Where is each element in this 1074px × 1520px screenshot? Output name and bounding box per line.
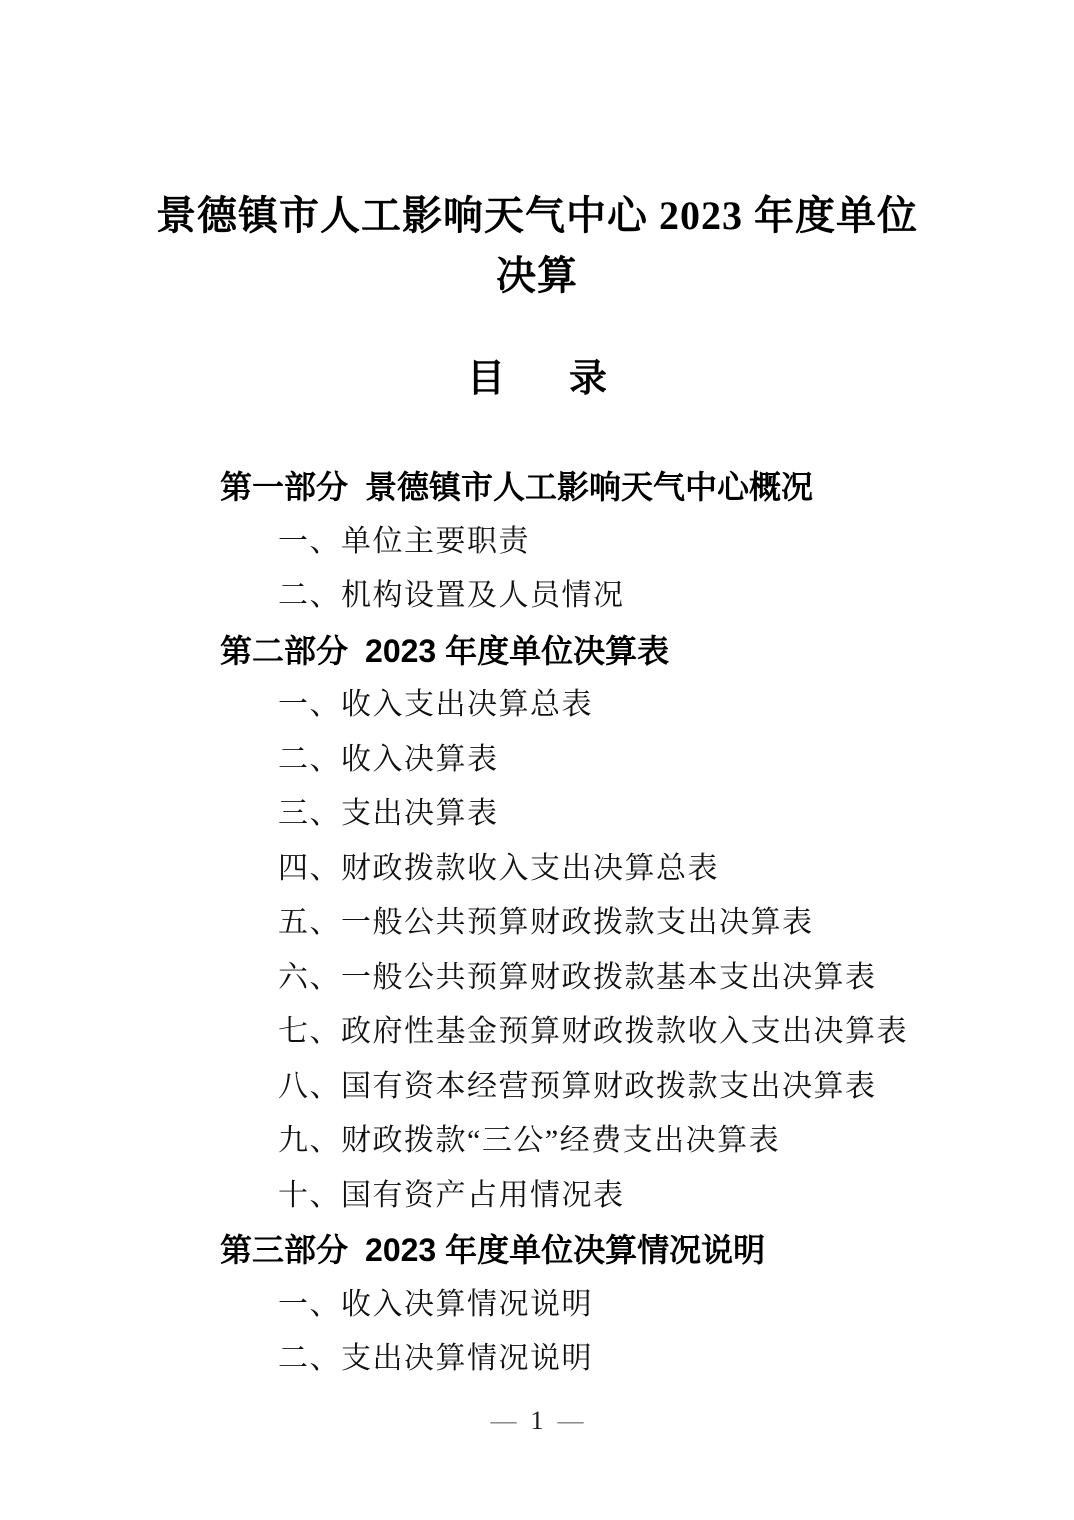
toc-section-heading bbox=[0, 624, 1074, 679]
toc-item bbox=[0, 896, 1074, 951]
toc-title-char-second: 录 bbox=[569, 358, 608, 400]
toc-section-title: 2023 年度单位决算表 bbox=[365, 632, 670, 669]
toc-item-text: 九、财政拨款“三公”经费支出决算表 bbox=[278, 1124, 781, 1157]
footer-page-number: 1 bbox=[530, 1406, 544, 1435]
toc-section-label: 第三部分 bbox=[220, 1232, 349, 1268]
toc-item-text: 七、政府性基金预算财政拨款收入支出决算表 bbox=[278, 1015, 908, 1048]
toc-section-heading bbox=[0, 460, 1074, 515]
toc-item bbox=[0, 1332, 1074, 1387]
toc-section-heading bbox=[0, 1223, 1074, 1278]
toc-item-text: 一、收入决算情况说明 bbox=[278, 1287, 593, 1321]
toc-item bbox=[0, 515, 1074, 570]
toc-section-title: 2023 年度单位决算情况说明 bbox=[365, 1232, 766, 1268]
document-title bbox=[0, 186, 1074, 306]
toc-item bbox=[0, 842, 1074, 897]
toc-item-text: 三、支出决算表 bbox=[278, 797, 499, 830]
toc-title bbox=[0, 357, 1074, 401]
toc-section-label: 第一部分 bbox=[220, 469, 349, 505]
footer-dash-right: — bbox=[557, 1406, 584, 1435]
toc-item-text: 一、收入支出决算总表 bbox=[278, 688, 593, 721]
toc-item bbox=[0, 951, 1074, 1006]
toc-item bbox=[0, 1060, 1074, 1115]
toc-item bbox=[0, 733, 1074, 788]
toc-item bbox=[0, 569, 1074, 624]
document-title-line1: 景德镇市人工影响天气中心 2023 年度单位 bbox=[156, 193, 918, 238]
toc-item bbox=[0, 678, 1074, 733]
toc-item-text: 二、机构设置及人员情况 bbox=[278, 579, 625, 612]
toc-item bbox=[0, 787, 1074, 842]
toc-item-text: 二、收入决算表 bbox=[278, 742, 499, 776]
toc-item-text: 五、一般公共预算财政拨款支出决算表 bbox=[278, 906, 814, 939]
toc-item bbox=[0, 1005, 1074, 1060]
toc-item-text: 四、财政拨款收入支出决算总表 bbox=[278, 851, 719, 885]
toc-list bbox=[0, 460, 1074, 1387]
toc-item-text: 一、单位主要职责 bbox=[278, 524, 530, 558]
toc-item bbox=[0, 1114, 1074, 1169]
document-title-line2: 决算 bbox=[496, 253, 578, 298]
footer-dash-left: — bbox=[490, 1406, 517, 1435]
page-footer bbox=[0, 1406, 1074, 1436]
toc-item-text: 六、一般公共预算财政拨款基本支出决算表 bbox=[278, 960, 877, 994]
toc-section-title: 景德镇市人工影响天气中心概况 bbox=[365, 469, 814, 505]
toc-item-text: 八、国有资本经营预算财政拨款支出决算表 bbox=[278, 1069, 877, 1103]
toc-title-char-first: 目 bbox=[466, 358, 505, 400]
toc-item-text: 十、国有资产占用情况表 bbox=[278, 1178, 625, 1212]
toc-item bbox=[0, 1278, 1074, 1333]
toc-section-label: 第二部分 bbox=[220, 632, 349, 669]
toc-item bbox=[0, 1169, 1074, 1224]
toc-item-text: 二、支出决算情况说明 bbox=[278, 1342, 593, 1375]
